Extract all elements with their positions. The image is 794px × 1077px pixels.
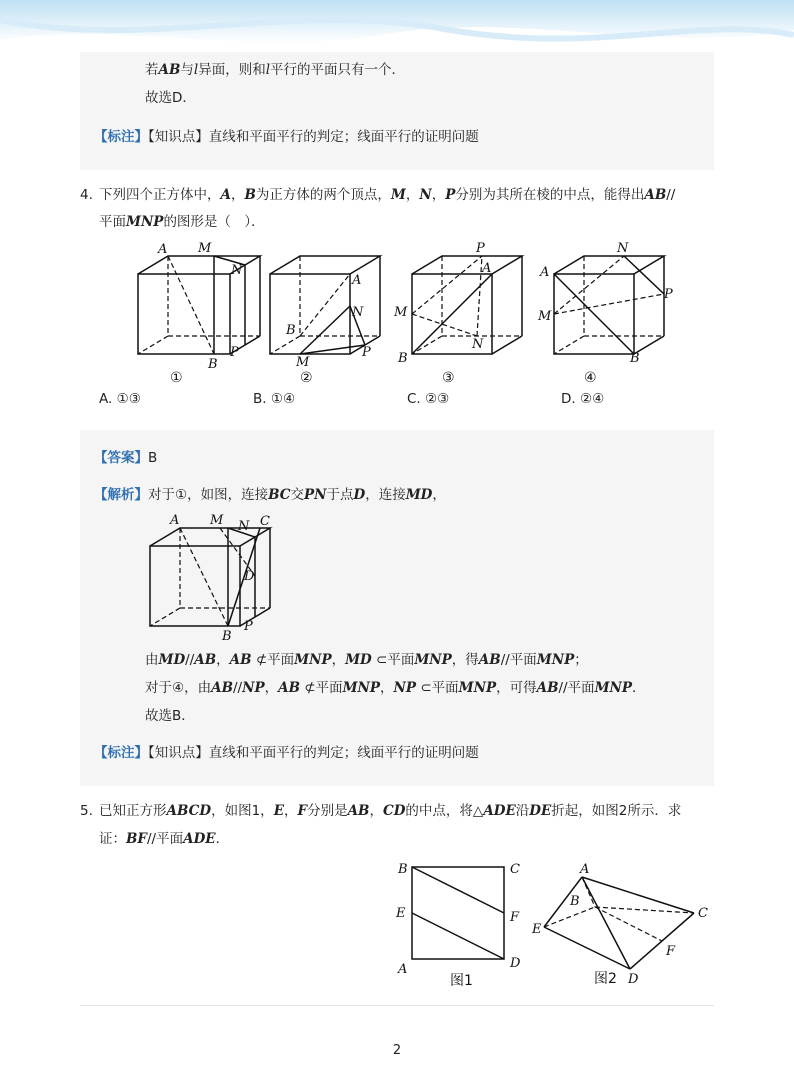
svg-text:C: C xyxy=(510,862,520,877)
svg-text:B: B xyxy=(398,351,408,366)
svg-text:N: N xyxy=(238,519,250,534)
q4-analysis-line-4: 故选B． xyxy=(145,708,195,724)
note-tag: 【标注】 xyxy=(94,129,148,145)
svg-text:D: D xyxy=(244,569,255,584)
option-b: B. ①④ xyxy=(253,391,296,407)
svg-text:B: B xyxy=(286,323,296,338)
figure-2-label: ② xyxy=(300,370,313,386)
q4-number: 4. xyxy=(80,187,93,203)
option-d: D. ②④ xyxy=(561,391,605,407)
figure-4-label: ④ xyxy=(584,370,597,386)
svg-text:A: A xyxy=(482,261,492,276)
svg-text:A: A xyxy=(580,862,590,877)
q5-stem-line-1: 已知正方形ABCD，如图1，E，F分别是AB，CD的中点，将△ADE沿DE折起，如图2所示．求 xyxy=(99,803,682,819)
svg-text:N: N xyxy=(352,305,364,320)
svg-text:P: P xyxy=(230,345,239,360)
header-wave-decoration xyxy=(0,0,794,60)
figure-3-label: ③ xyxy=(442,370,455,386)
svg-text:M: M xyxy=(538,309,552,324)
q5-number: 5. xyxy=(80,803,93,819)
svg-text:P: P xyxy=(476,241,485,256)
svg-text:B: B xyxy=(570,894,580,909)
svg-text:E: E xyxy=(396,906,406,921)
q5-stem-line-2: 证：BF//平面ADE． xyxy=(99,831,230,847)
svg-text:A: A xyxy=(540,265,550,280)
q5-figures xyxy=(390,855,720,995)
cube-figure-2 xyxy=(270,256,380,386)
svg-text:D: D xyxy=(628,972,639,987)
cube-figure-1 xyxy=(138,241,260,386)
q4-analysis-line-3: 对于④，由AB//NP，AB ⊄平面MNP，NP ⊂平面MNP，可得AB//平面MNP． xyxy=(145,680,646,696)
q4-answer xyxy=(94,448,157,468)
svg-text:F: F xyxy=(666,944,676,959)
svg-text:D: D xyxy=(510,956,521,971)
bottom-divider xyxy=(80,1005,714,1006)
svg-text:M: M xyxy=(296,355,310,370)
page-number: 2 xyxy=(392,1043,402,1058)
cube-figure-3 xyxy=(393,241,522,386)
svg-text:M: M xyxy=(198,241,212,256)
q4-stem-line-2: 平面MNP的图形是（ ）． xyxy=(99,214,265,230)
prev-note: 【标注】【知识点】直线和平面平行的判定；线面平行的证明问题 xyxy=(94,129,479,145)
analysis-cube-figure xyxy=(140,508,290,643)
svg-text:N: N xyxy=(231,263,243,278)
option-a: A. ①③ xyxy=(99,391,141,407)
svg-text:C: C xyxy=(698,906,708,921)
q4-cube-figures xyxy=(120,236,690,386)
svg-text:M: M xyxy=(210,513,224,528)
prev-line-2: 故选D． xyxy=(145,90,196,106)
q4-stem-line-1: 下列四个正方体中，A，B为正方体的两个顶点，M，N，P分别为其所在棱的中点，能得出AB// xyxy=(99,187,676,203)
figure-1-square xyxy=(395,862,521,989)
figure-2-folded xyxy=(531,862,708,987)
svg-text:B: B xyxy=(208,357,218,372)
analysis-tag: 【解析】 xyxy=(94,487,148,503)
answer-tag: 【答案】 xyxy=(94,450,148,466)
svg-text:A: A xyxy=(352,273,362,288)
q4-analysis-line-2: 由MD//AB，AB ⊄平面MNP，MD ⊂平面MNP，得AB//平面MNP； xyxy=(145,652,588,668)
svg-text:P: P xyxy=(244,619,253,634)
option-c: C. ②③ xyxy=(407,391,450,407)
figure-2-caption: 图2 xyxy=(594,971,617,987)
svg-text:A: A xyxy=(398,962,408,977)
q4-note: 【标注】【知识点】直线和平面平行的判定；线面平行的证明问题 xyxy=(94,745,479,761)
svg-text:P: P xyxy=(362,345,371,360)
answer-value: B xyxy=(148,450,158,466)
figure-1-caption: 图1 xyxy=(450,973,473,989)
svg-text:M: M xyxy=(394,305,408,320)
svg-text:A: A xyxy=(158,242,168,257)
q4-analysis-line-1: 【解析】对于①，如图，连接BC交PN于点D，连接MD， xyxy=(94,487,446,503)
svg-text:N: N xyxy=(617,241,629,256)
svg-text:F: F xyxy=(510,910,520,925)
svg-text:B: B xyxy=(398,862,408,877)
svg-text:C: C xyxy=(260,514,270,529)
note-tag: 【标注】 xyxy=(94,745,148,761)
prev-line-1: 若AB与l异面，则和l平行的平面只有一个． xyxy=(145,62,406,78)
svg-text:B: B xyxy=(222,629,232,643)
svg-text:A: A xyxy=(170,513,180,528)
svg-text:P: P xyxy=(664,287,673,302)
figure-1-label: ① xyxy=(170,370,183,386)
svg-text:N: N xyxy=(472,337,484,352)
svg-text:B: B xyxy=(630,351,640,366)
svg-text:E: E xyxy=(532,922,542,937)
cube-figure-4 xyxy=(537,241,673,386)
